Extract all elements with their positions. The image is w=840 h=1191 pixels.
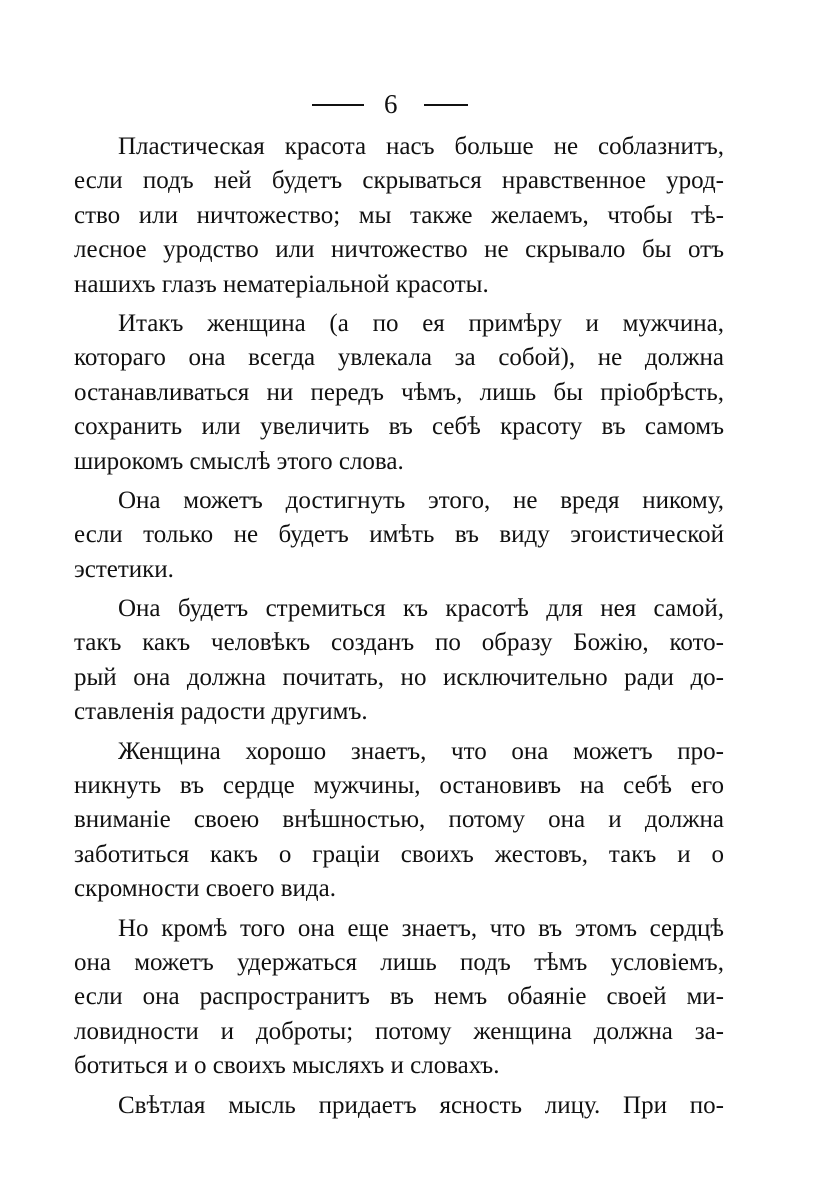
text-line: широкомъ смыслѣ этого слова. [74,447,404,475]
text-line: никнуть въ сердце мужчины, остановивъ на себѣ его [74,772,724,800]
text-line: рый она должна почитать, но исключительно ради до- [74,663,724,691]
text-line: она можетъ удержаться лишь подъ тѣмъ условіемъ, [74,948,724,976]
text-line: ставленія радости другимъ. [74,698,368,726]
text-line: Она можетъ достигнуть этого, не вредя никому, [118,486,724,514]
text-line: Пластическая красота насъ больше не соблазнитъ, [118,133,724,160]
text-line: если она распространитъ въ немъ обаяніе своей ми- [74,983,724,1011]
text-line: если подъ ней будетъ скрываться нравственное урод- [74,167,724,195]
header-rule-right [424,104,468,106]
text-line: останавливаться ни передъ чѣмъ, лишь бы пріобрѣсть, [74,378,724,406]
text-line: если только не будетъ имѣть въ виду эгоистической [74,521,724,549]
text-line: эстетики. [74,555,174,583]
text-line: Женщина хорошо знаетъ, что она можетъ про- [118,737,724,765]
text-line: ство или ничтожество; мы также желаемъ, чтобы тѣ- [74,201,724,229]
text-line: вниманіе своею внѣшностью, потому она и должна [74,806,724,834]
paragraph-3 [74,484,724,587]
text-line: котораго она всегда увлекала за собой), не должна [74,344,724,372]
page-header [0,86,840,126]
paragraph-6 [74,912,724,1084]
paragraph-4 [74,592,724,730]
text-line: такъ какъ человѣкъ созданъ по образу Божію, кото- [74,629,724,657]
paragraph-1 [74,130,724,302]
text-line: скромности своего вида. [74,875,336,903]
text-line: ботиться и о своихъ мысляхъ и словахъ. [74,1052,500,1080]
text-line: ловидности и доброты; потому женщина должна за- [74,1017,724,1045]
text-line: Итакъ женщина (а по ея примѣру и мужчина, [118,309,724,337]
body-text [74,130,724,1123]
paragraph-5 [74,735,724,907]
page-number: 6 [384,89,398,119]
text-line: нашихъ глазъ нематеріальной красоты. [74,270,489,298]
text-line: Свѣтлая мысль придаетъ ясность лицу. При по- [118,1091,724,1119]
text-line: сохранить или увеличить въ себѣ красоту въ самомъ [74,413,724,441]
text-line: лесное уродство или ничтожество не скрывало бы отъ [74,236,724,264]
text-line: Но кромѣ того она еще знаетъ, что въ этомъ сердцѣ [118,914,724,942]
paragraph-2 [74,307,724,479]
paragraph-7 [74,1089,724,1123]
text-line: заботиться какъ о граціи своихъ жестовъ, такъ и о [74,840,724,868]
header-rule-left [312,104,364,106]
text-line: Она будетъ стремиться къ красотѣ для нея самой, [118,595,724,623]
